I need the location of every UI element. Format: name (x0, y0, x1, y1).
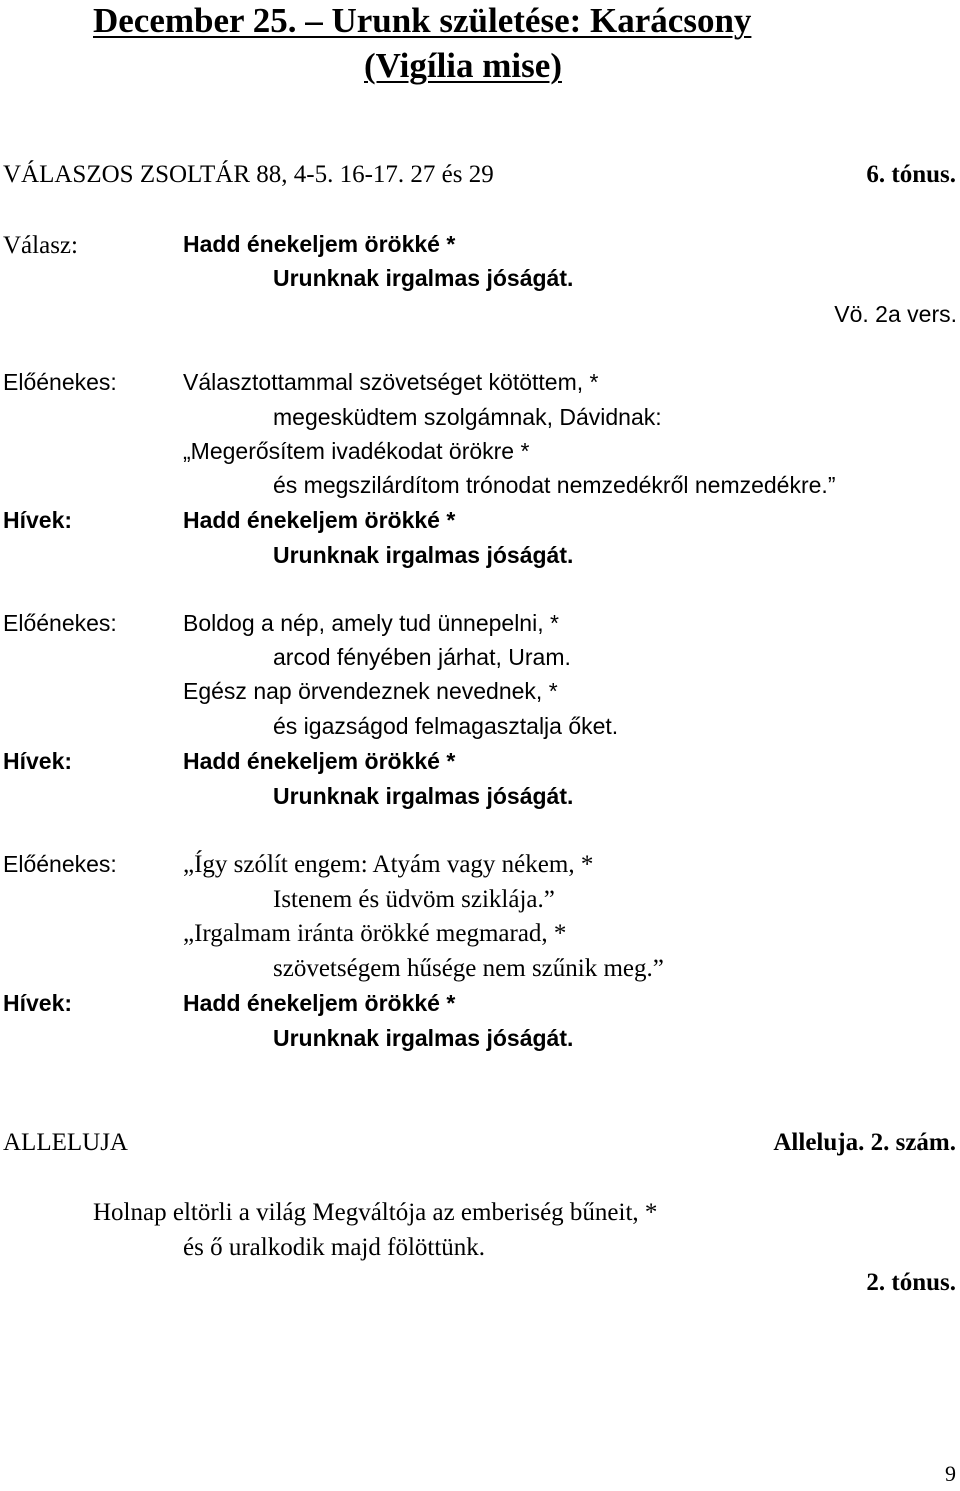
people-label: Hívek: (3, 507, 73, 533)
alleluia-verse-line2: és ő uralkodik majd fölöttünk. (183, 1234, 486, 1261)
stanza-1-line-4: és megszilárdítom trónodat nemzedékről nemzedékre.” (273, 472, 836, 498)
cantor-label: Előénekes: (3, 369, 117, 395)
page-title-line2: (Vigília mise) (364, 46, 562, 85)
stanza-2-line-2: arcod fényében járhat, Uram. (273, 644, 571, 670)
stanza-2-line-3: Egész nap örvendeznek nevednek, * (183, 678, 558, 704)
refrain-1-line-2: Urunknak irgalmas jóságát. (273, 542, 574, 568)
refrain-1-line-1: Hadd énekeljem örökké * (183, 507, 456, 533)
refrain-3-line-1: Hadd énekeljem örökké * (183, 990, 456, 1016)
verse-reference: Vö. 2a vers. (834, 301, 957, 327)
response-line2: Urunknak irgalmas jóságát. (273, 265, 574, 291)
stanza-3-line-3: „Irgalmam iránta örökké megmarad, * (183, 920, 567, 947)
stanza-1-line-3: „Megerősítem ivadékodat örökre * (183, 438, 530, 464)
stanza-3-line-1: „Így szólít engem: Atyám vagy nékem, * (183, 851, 594, 878)
stanza-3-line-2: Istenem és üdvöm sziklája.” (273, 886, 555, 913)
stanza-3-line-4: szövetségem hűsége nem szűnik meg.” (273, 955, 664, 982)
refrain-2-line-2: Urunknak irgalmas jóságát. (273, 783, 574, 809)
stanza-1-line-2: megesküdtem szolgámnak, Dávidnak: (273, 404, 662, 430)
page-title-line1: December 25. – Urunk születése: Karácsony (93, 1, 752, 40)
stanza-1-line-1: Választottammal szövetséget kötöttem, * (183, 369, 599, 395)
alleluia-tone: 2. tónus. (866, 1269, 956, 1296)
people-label: Hívek: (3, 990, 73, 1016)
response-label: Válasz: (3, 232, 78, 259)
alleluia-heading: ALLELUJA (3, 1129, 128, 1156)
stanza-2-line-1: Boldog a nép, amely tud ünnepelni, * (183, 610, 559, 636)
response-line1: Hadd énekeljem örökké * (183, 231, 456, 257)
cantor-label: Előénekes: (3, 610, 117, 636)
alleluia-verse-line1: Holnap eltörli a világ Megváltója az emberiség bűneit, * (93, 1199, 658, 1226)
cantor-label: Előénekes: (3, 851, 117, 877)
alleluia-number: Alleluja. 2. szám. (773, 1129, 956, 1156)
psalm-tone: 6. tónus. (866, 161, 956, 188)
psalm-heading: VÁLASZOS ZSOLTÁR 88, 4-5. 16-17. 27 és 29 (3, 161, 494, 188)
refrain-3-line-2: Urunknak irgalmas jóságát. (273, 1025, 574, 1051)
page-number: 9 (945, 1461, 956, 1486)
refrain-2-line-1: Hadd énekeljem örökké * (183, 748, 456, 774)
people-label: Hívek: (3, 748, 73, 774)
stanza-2-line-4: és igazságod felmagasztalja őket. (273, 713, 619, 739)
